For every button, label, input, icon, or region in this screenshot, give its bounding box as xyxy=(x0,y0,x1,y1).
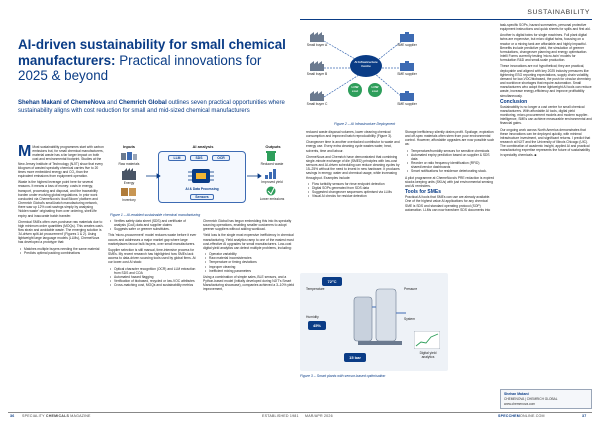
fig3-temp-value: 72°C xyxy=(327,279,337,284)
figure2-caption: Figure 2 – AI Infrastructure Deployment xyxy=(334,122,396,126)
fig2-supplier-3: SME supplier xyxy=(397,102,417,106)
col3-p1: Chemrich Global has begun embedding this into its specialty sourcing operations, enabling smaller customers to adopt greener suppliers without adding workload. xyxy=(203,219,292,232)
fig3-humidity-label: Humidity xyxy=(306,315,319,319)
mag-part-b: CHEMICALS xyxy=(45,414,70,418)
byline-org1: of ChemeNova xyxy=(63,100,106,106)
col3-bullet: • Improper cleaning xyxy=(209,265,295,269)
fig3-pressure-value: 15 bar xyxy=(349,355,361,360)
col2-p2: Supplier selection is still manual, time-intensive process for SMEs. My recent research has highlighted how SMEs lack access to data-driven sourcing tools used by global firms. At our lower-cost AI stack: xyxy=(108,247,196,265)
col2-bullet: • Optical character recognition (OCR) and LLM extraction from SDS and COA xyxy=(114,267,198,275)
mag-part-a: SPECIALITY xyxy=(22,414,46,418)
col3-bullet: • Temperature or timing deviations xyxy=(209,260,295,264)
web-part-a: SPECCHEM xyxy=(498,414,520,418)
energy-icon xyxy=(121,168,137,180)
figure3 xyxy=(300,273,448,371)
col3-bullet: • Inefficient mixing parameters xyxy=(209,269,295,273)
page-number-right: 37 xyxy=(582,414,587,418)
fig1-col-inputs: Inputs xyxy=(123,144,135,149)
byline-and: and xyxy=(105,100,119,106)
web-part-b: ONLINE.COM xyxy=(519,414,545,418)
column-3 xyxy=(203,219,295,294)
drop-cap: M xyxy=(18,143,32,160)
fig3-system-label: System xyxy=(404,317,415,321)
figure1-caption: Figure 1 – AI-enabled sustainable chemical manufacturing xyxy=(110,213,201,217)
established: ESTABLISHED 1981 xyxy=(262,414,299,418)
title-light: Practical innovations for 2025 & beyond xyxy=(18,52,262,83)
col6-p2: Another is digital twins for single machines. Full plant digital twins are expensive, but micro digital twins, focusing on a reactor or a mixing tank are affordable and highly impactful. Benefits include predictive yield, the simulation of greener formulations, changeover planning and energy optimisation. Intelli Forms currently testing 'micro-twin' models for formulation R&D and small-scale production. xyxy=(500,33,588,63)
col5-p2: A pilot programme at ChemeNova's PRE redaction is expired stocks keeping units (SKUs) with just environmental sensing and AI reminders. xyxy=(405,175,495,188)
improved-yield-icon xyxy=(264,169,278,179)
footer-rule-right xyxy=(300,412,592,413)
fig3-pressure-label: Pressure xyxy=(404,287,418,291)
fig2-hub-label: AI Infrastructure Centre xyxy=(354,60,378,68)
col6-p4: Sustainability is no longer a cost centre for small chemical manufacturers. With affordable AI tools, digital yield monitoring, micro-procurement models and modern supplier-intelligence, SMEs can achieve measurable environmental and financial gains. xyxy=(500,104,592,126)
byline-author: Shehan Makani xyxy=(18,100,62,106)
fig2-supplier-1: SME supplier xyxy=(397,43,417,47)
col4-bullet: • Visual AI checks for residue detection xyxy=(312,194,400,198)
col2-p1: This 'micro-procurement' model reduces waste before it ever occurs and addresses a major market gap where large marketplaces favour bulk buyers, over small manufacturers. xyxy=(108,233,197,246)
fig3-humidity-value: 45% xyxy=(312,323,321,328)
fig1-input-energy: Energy xyxy=(123,181,135,185)
col4-p2: Changeover time is another overlooked contributor to waste and energy use. Every extra cleaning cycle wastes water, heat, solvents, time and labour. xyxy=(306,140,400,153)
col3-p3: Using a combination of simple sales, BLE sensors, and a Python-based model (initially developed during NJIT's Smart Manufacturing showcase), companies achieved a 3–10% yield improvement, xyxy=(203,274,295,292)
reduced-waste-icon xyxy=(264,151,278,161)
inventory-icon xyxy=(120,187,138,197)
col5-bullet: • Temperature/humidity sensors for sensitive chemicals xyxy=(411,149,495,153)
col1-bullet: • Matches multiple buyers needing the same material xyxy=(24,247,104,251)
supplier-1-icon xyxy=(400,32,414,42)
column-4 xyxy=(306,130,400,198)
fig1-ai-llm: LLM xyxy=(168,155,186,161)
col5-bullet: • Smart notifications for residence deteriorating stock. xyxy=(411,169,495,173)
figure2 xyxy=(302,21,422,119)
heading-tools: Tools for SMEs xyxy=(405,189,442,196)
supplier-2-icon xyxy=(400,61,414,71)
col2-bullet: • Verifies safety data sheet (SDS) and certificate of analysis (CoA) data and supplier claims xyxy=(114,219,198,227)
page-number-left: 36 xyxy=(10,414,15,418)
footer-rule-left xyxy=(8,412,300,413)
contact-website-link[interactable]: www.chemenova.com xyxy=(504,402,536,406)
contact-name: Shehan Makani xyxy=(504,392,529,396)
col2-bullet: • Automated hazard flagging xyxy=(114,275,198,279)
col5-p3: Practical AI tools that SMEs can use are already available. One of the highest value AI applications for any chemical SME is SDS and standard operating protocol (SOP) automation. LLMs can now transform SDS documents into xyxy=(405,195,491,212)
col4-bullet: • Flow turbidity sensors for rinse endpoint detection xyxy=(312,182,400,186)
col6-p5: Our ongoing work across North America demonstrates that these innovations can be deployed quickly, with minimal infrastructure investment, and significant returns. I predict that research at NJIT and the University of Illinois Chicago (UIC). The combination of academic insight, applied AI and practical manufacturing expertise represents the future of sustainability in speciality chemicals. ■ xyxy=(500,127,591,157)
col6-p1: task-specific SOPs, hazard summaries, personal protective equipment instructions and quick sheets for spills and first aid. xyxy=(500,23,591,32)
fig1-ai-sds: SDS xyxy=(190,155,208,161)
column-1 xyxy=(18,145,104,255)
analytics-chart-icon xyxy=(414,331,440,349)
column-6 xyxy=(500,23,592,159)
figure1 xyxy=(108,144,298,210)
col2-bullet: • Verification of biobased, recycled or low-VOC attributes xyxy=(114,279,198,283)
fig2-low-cost-2-label: LOW cost xyxy=(371,85,379,93)
fig1-col-outputs: Outputs xyxy=(265,144,281,149)
col1-p2: Waste is the highest leverage point here for several reasons. It means a loss of money: costs in energy, transport, processing and disposal, and the traceability burden under evolving global regulations. In prior work conducted via ChemeNova's 'dual Bloom' platform and Chemrich Global's small-batch manufacturing network, there saw up 12% cost savings simply by analysing 'hidden waste' originating from over ordering, shelf-life expiry and inaccurate batch transfer. xyxy=(18,180,98,218)
col1-p1: Most sustainability programmes start with carbon emissions but, for small chemical manufacturers, material waste has a far larger impact on both cost and environmental footprint. Studies at the New Jersey Institute of Technology (NJIT) show that every kilogram of wasted specialty chemical carries five to 20 times more embedded energy and CO₂ than the equivalent emissions from equipment operation. xyxy=(18,145,104,179)
fig2-low-cost-1-label: LOW cost xyxy=(351,85,359,93)
issue-date: MAR/APR 2026 xyxy=(305,414,333,418)
sme-a-icon xyxy=(310,32,324,42)
byline-rest: outlines seven practical opportunities where sustainability aligns with cost reduction for small and mid-sized chemical manufacturers xyxy=(18,100,285,114)
contact-org: CHEMENOVA | CHEMRICH GLOBAL xyxy=(504,397,558,401)
col2-bullet: • Cross-matching cost, MOQs and sustainability metrics xyxy=(114,283,198,287)
plant-tanks-icon xyxy=(350,283,410,353)
fig1-ai-center: AI & Data Processing xyxy=(185,187,219,191)
sme-c-icon xyxy=(310,91,324,101)
fig2-small-c: Small buyer C xyxy=(306,102,328,106)
fig3-temp-label: Temperature xyxy=(306,287,325,291)
magazine-name-left xyxy=(22,414,91,418)
fig1-input-raw: Raw materials xyxy=(118,162,140,166)
lower-emissions-icon xyxy=(264,186,278,196)
fig1-ai-sensors: Sensors xyxy=(190,194,214,200)
column-2 xyxy=(108,219,198,287)
col4-p3: ChemeNova and Chemrich have demonstrated that combining single-minute exchange of die (SMED) principles with low-cost sensors and AI-driven scheduling can reduce cleaning cycles by 15–25% without the need to invest in new hardware. It produces savings in energy, water and chemical usage, while increasing throughput. Examples include: xyxy=(306,154,400,180)
col4-bullet: • Suggested changeover sequences optimised via LLMs xyxy=(312,190,400,194)
col1-p3: Chemical SMEs often over-purchase raw materials due to high minimum order quantities (MOQs). This creates cash-flow strain and avoidable waste. The emerging solution is 'AI-driven split-lot procurement' (Figures 1 & 2). Using lightweight large language models (LLMs), ChemeNova has developed a prototype that: xyxy=(18,219,104,245)
fig3-digital-label: Digital yield analytics xyxy=(419,351,437,359)
col5-bullet: • Automated expiry prediction based on supplier & SDS data xyxy=(411,153,495,161)
col3-bullet: • Operator variability xyxy=(209,252,295,256)
byline-org2: Chemrich Global xyxy=(118,100,167,106)
col4-bullet: • Digital SOPs generated from SDS data xyxy=(312,186,400,190)
fig2-small-b: Small buyer B xyxy=(306,72,328,76)
col4-p1: reduced waste disposal volumes, lower cleaning chemical consumption and improved batch reproducibility (Figure 3). xyxy=(306,130,392,139)
supplier-3-icon xyxy=(400,91,414,101)
col5-bullet: • Reorder or ratio frequency identification (RFID) shared/vendor dashboards xyxy=(411,161,495,169)
contact-box xyxy=(500,389,592,409)
col1-bullet: • Predicts optimal packing combinations xyxy=(24,251,104,255)
fig1-input-inventory: Inventory xyxy=(122,198,136,202)
sme-b-icon xyxy=(310,61,324,71)
fig1-ai-ocr: OCR xyxy=(212,155,230,161)
mag-part-c: MAGAZINE xyxy=(69,414,91,418)
col6-p3: These innovations are not hypothetical; they are practical, deployable and aligned with key 2025 industry pressures like tightening ESG reporting expectations, supply chain volatility, demand for low-VOC/biobased, the push for circular chemistry and workforce shortages that require automation. Small manufacturers who adopt these lightweight AI tools can reduce waste, increase energy-efficiency and improve profitability simultaneously. xyxy=(500,64,592,98)
article-title xyxy=(18,37,288,84)
fig1-col-ai: AI analysis xyxy=(192,144,214,149)
col2-bullet: • Suggests safer or greener substitutes. xyxy=(114,227,198,231)
column-5 xyxy=(405,130,495,214)
fig1-arrows xyxy=(146,164,266,194)
col3-bullet: • Raw material inconsistencies xyxy=(209,256,295,260)
figure3-caption: Figure 3 – Smart plants with sensor-based optimisation xyxy=(300,374,386,378)
section-header: SUSTAINABILITY xyxy=(527,9,590,16)
col5-p1: Storage inefficiency silently drains profit. Spoilage, expiration and off-spec materials often stem from poor environmental control. However, affordable upgrades are now possible such as: xyxy=(405,130,495,147)
col3-p2: Yield loss is the single most expensive inefficiency in chemical manufacturing. Yield analytics ramp to one of the easiest most cost-effective AI upgrades for small manufacturers. Low-cost digital yield analytics can detect multiple problems, including: xyxy=(203,233,294,250)
fig2-supplier-2: SME supplier xyxy=(397,72,417,76)
website-footer xyxy=(498,414,545,418)
byline xyxy=(18,100,298,115)
heading-conclusion: Conclusion xyxy=(500,98,528,105)
header-rule xyxy=(300,19,592,20)
fig2-small-a: Small buyer A xyxy=(306,43,328,47)
fig1-out-waste: Reduced waste xyxy=(260,162,284,166)
fig1-out-yield: Improved yield xyxy=(261,180,283,184)
raw-materials-icon xyxy=(120,151,138,161)
fig1-out-emissions: Lower emissions xyxy=(259,197,285,201)
title-bold: AI-driven sustainability for small chemical manufacturers: xyxy=(18,37,286,68)
